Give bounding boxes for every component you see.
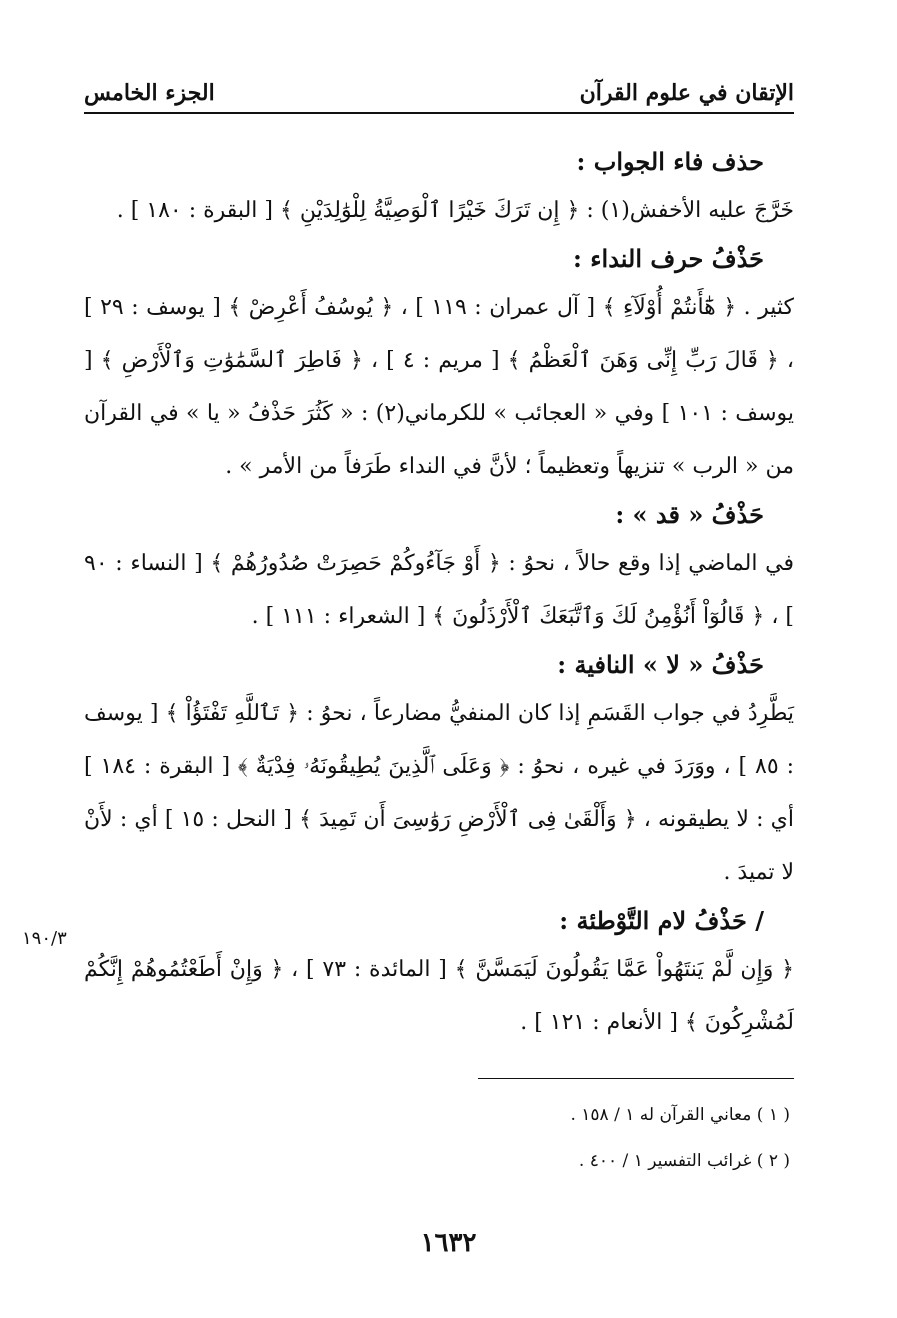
paragraph: يَطَّرِدُ في جواب القَسَمِ إذا كان المنفيُّ مضارعاً ، نحوُ : ﴿ تَٱللَّهِ تَفْتَؤُاْ ﴾ [ يوسف : ٨٥ ] ، ووَرَدَ في غيره ، نحوُ : ﴿ وَعَلَى ٱلَّذِينَ يُطِيقُونَهُۥ فِدْيَةٌ ﴾ [ البقرة : ١٨٤ ] أي : لا يطيقونه ، ﴿ وَأَلْقَىٰ فِى ٱلْأَرْضِ رَوَٰسِىَ أَن تَمِيدَ ﴾ [ النحل : ١٥ ] أي : لأَنْ لا تميدَ . xyxy=(84,701,795,885)
paragraph: في الماضي إذا وقع حالاً ، نحوُ : ﴿ أَوْ جَآءُوكُمْ حَصِرَتْ صُدُورُهُمْ ﴾ [ النساء : ٩٠ ] ، ﴿ قَالُوٓاْ أَنُؤْمِنُ لَكَ وَٱتَّبَعَكَ ٱلْأَرْذَلُونَ ﴾ [ الشعراء : ١١١ ] . xyxy=(84,551,794,629)
section-heading: حذف فاء الجواب : xyxy=(576,147,764,176)
footnotes xyxy=(84,1092,794,1184)
section-heading: حَذْفُ « لا » النافية : xyxy=(557,650,764,679)
footnote-divider xyxy=(478,1078,794,1079)
paragraph: خَرَّجَ عليه الأخفش(١) : ﴿ إِن تَرَكَ خَيْرًا ٱلْوَصِيَّةُ لِلْوَٰلِدَيْنِ ﴾ [ البقرة : ١٨٠ ] . xyxy=(116,198,794,223)
page-number: ١٦٣٢ xyxy=(420,1228,477,1258)
section-heading: / حَذْفُ لام التَّوْطئة : xyxy=(559,906,764,935)
section-heading: حَذْفُ « قد » : xyxy=(615,500,764,529)
footnote: ( ٢ ) غرائب التفسير ١ / ٤٠٠ . xyxy=(578,1151,790,1171)
volume-label: الجزء الخامس xyxy=(84,80,215,106)
paragraph: كثير . ﴿ هَٰٓأَنتُمْ أُوْلَآءِ ﴾ [ آل عمران : ١١٩ ] ، ﴿ يُوسُفُ أَعْرِضْ ﴾ [ يوسف : ٢٩ ] ، ﴿ قَالَ رَبِّ إِنِّى وَهَنَ ٱلْعَظْمُ ﴾ [ مريم : ٤ ] ، ﴿ فَاطِرَ ٱلسَّمَٰوَٰتِ وَٱلْأَرْضِ ﴾ [ يوسف : ١٠١ ] وفي « العجائب » للكرماني(٢) : « كَثُرَ حَذْفُ « يا » في القرآن من « الرب » تنزيهاً وتعظيماً ؛ لأنَّ في النداء طَرَفاً من الأمر » . xyxy=(84,295,795,479)
footnote: ( ١ ) معاني القرآن له ١ / ١٥٨ . xyxy=(570,1105,790,1125)
margin-reference: ١٩٠/٣ xyxy=(22,928,67,949)
main-text xyxy=(84,140,794,1049)
section-heading: حَذْفُ حرف النداء : xyxy=(573,244,764,273)
paragraph: ﴿ وَإِن لَّمْ يَنتَهُواْ عَمَّا يَقُولُونَ لَيَمَسَّنَّ ﴾ [ المائدة : ٧٣ ] ، ﴿ وَإِنْ أَطَعْتُمُوهُمْ إِنَّكُمْ لَمُشْرِكُونَ ﴾ [ الأنعام : ١٢١ ] . xyxy=(84,957,795,1035)
book-title: الإتقان في علوم القرآن xyxy=(579,80,794,106)
running-header xyxy=(84,72,794,114)
